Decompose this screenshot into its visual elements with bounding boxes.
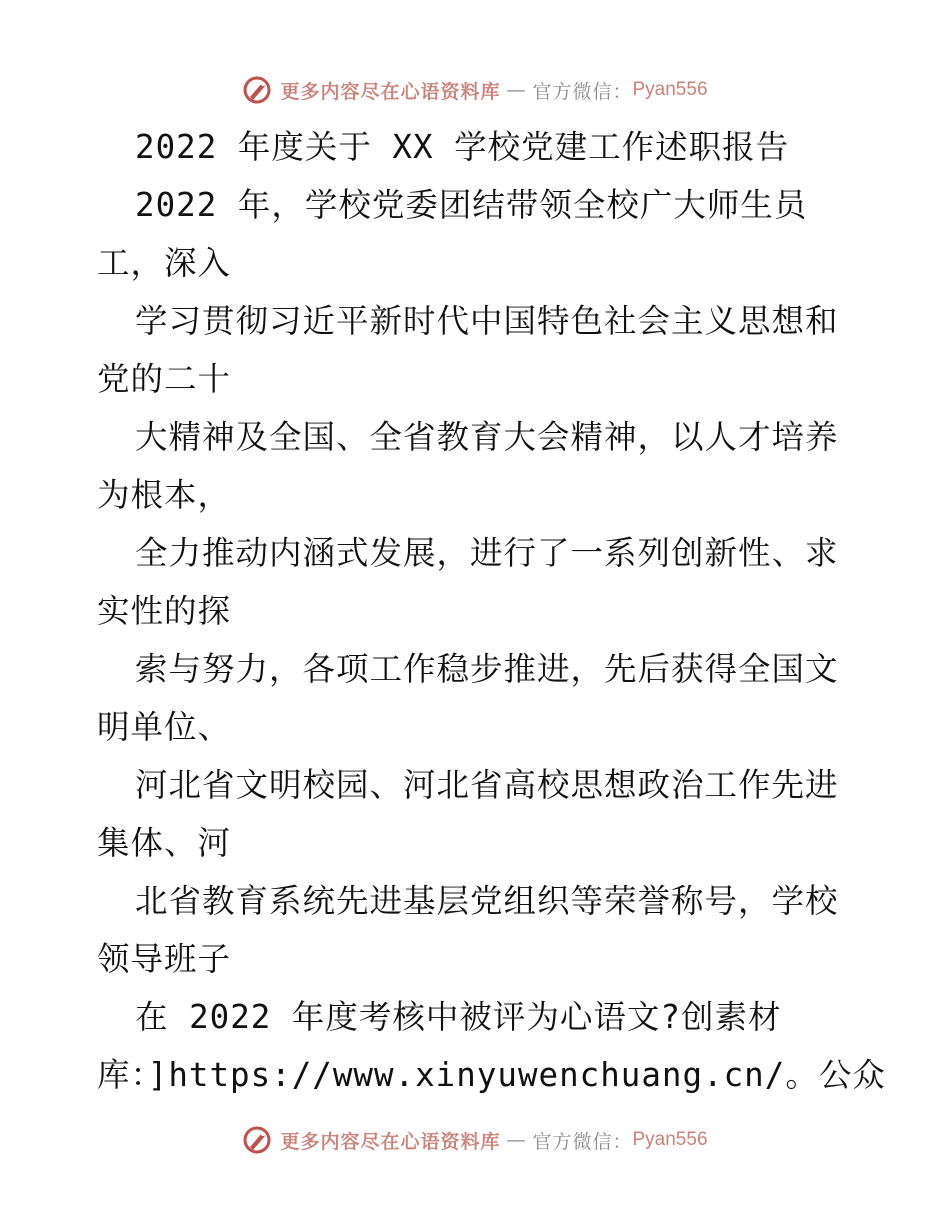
- text-line: 领导班子: [97, 940, 232, 978]
- banner-wechat-label: 官方微信：: [532, 80, 633, 103]
- text-line: 大精神及全国、全省教育大会精神，以人才培养: [135, 418, 839, 456]
- banner-title: 更多内容尽在心语资料库: [280, 1130, 501, 1153]
- header-banner: [0, 70, 950, 110]
- banner-wechat-id: Pyan556: [632, 79, 708, 100]
- text-line: 库：]https://www.xinyuwenchuang.cn/。公众: [97, 1056, 886, 1094]
- banner-dash: —: [506, 79, 527, 101]
- text-line: 为根本，: [97, 476, 232, 514]
- text-line: 党的二十: [97, 360, 232, 398]
- text-line: 索与努力，各项工作稳步推进，先后获得全国文: [135, 650, 839, 688]
- text-line: 工，深入: [97, 244, 232, 282]
- text-line: 明单位、: [97, 708, 232, 746]
- pen-logo-icon: [242, 1125, 272, 1155]
- text-line: 实性的探: [97, 592, 232, 630]
- document-title: 2022 年度关于 XX 学校党建工作述职报告: [135, 128, 790, 166]
- text-line: 全力推动内涵式发展，进行了一系列创新性、求: [135, 534, 839, 572]
- footer-banner: [0, 1120, 950, 1160]
- banner-wechat-id: Pyan556: [632, 1129, 708, 1150]
- banner-title: 更多内容尽在心语资料库: [280, 80, 501, 103]
- banner-wechat-label: 官方微信：: [532, 1130, 633, 1153]
- banner-dash: —: [506, 1129, 527, 1151]
- text-line: 河北省文明校园、河北省高校思想政治工作先进: [135, 766, 839, 804]
- text-line: 2022 年，学校党委团结带领全校广大师生员: [135, 186, 808, 224]
- document-body: [97, 118, 886, 1104]
- text-line: 在 2022 年度考核中被评为心语文?创素材: [135, 998, 782, 1036]
- text-line: 集体、河: [97, 824, 232, 862]
- text-line: 学习贯彻习近平新时代中国特色社会主义思想和: [135, 302, 839, 340]
- pen-logo-icon: [242, 75, 272, 105]
- text-line: 北省教育系统先进基层党组织等荣誉称号，学校: [135, 882, 839, 920]
